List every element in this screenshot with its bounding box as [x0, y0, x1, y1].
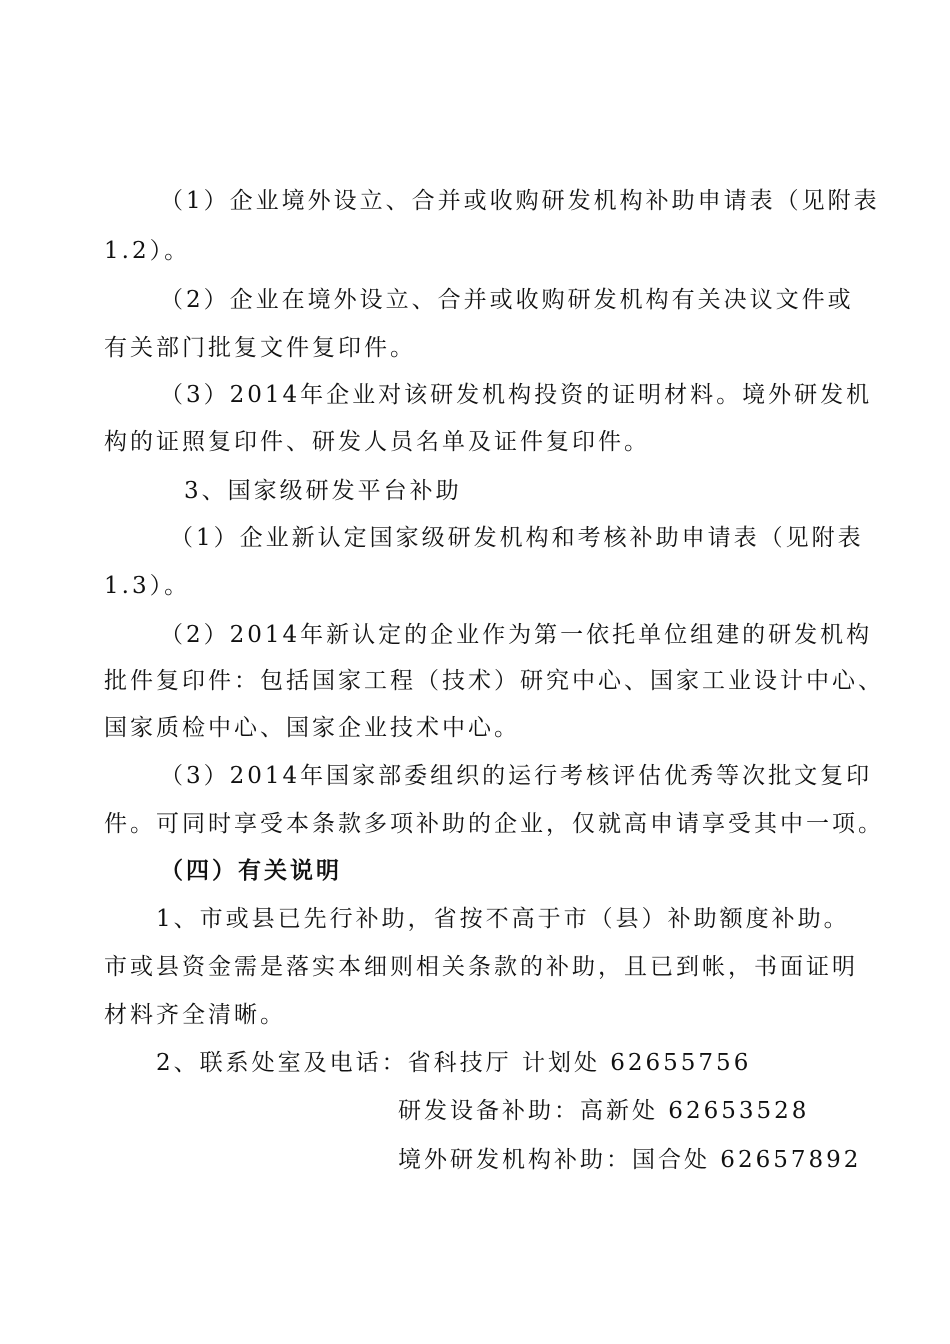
text-line: 材料齐全清晰。 [104, 1002, 286, 1028]
text-line: （2）2014年新认定的企业作为第一依托单位组建的研发机构 [160, 622, 873, 648]
text-line: （3）2014年国家部委组织的运行考核评估优秀等次批文复印 [160, 763, 873, 789]
text-line: 件。可同时享受本条款多项补助的企业，仅就高申请享受其中一项。 [104, 811, 884, 837]
text-line: 有关部门批复文件复印件。 [104, 335, 416, 361]
text-line: （1）企业新认定国家级研发机构和考核补助申请表（见附表 [170, 525, 864, 551]
text-line: （2）企业在境外设立、合并或收购研发机构有关决议文件或 [160, 287, 854, 313]
contact-line: 境外研发机构补助：国合处 62657892 [398, 1147, 862, 1173]
contact-line: 研发设备补助：高新处 62653528 [398, 1098, 810, 1124]
text-line: 1、市或县已先行补助，省按不高于市（县）补助额度补助。 [156, 906, 850, 932]
text-line: 构的证照复印件、研发人员名单及证件复印件。 [104, 429, 650, 455]
text-line: 批件复印件：包括国家工程（技术）研究中心、国家工业设计中心、 [104, 668, 884, 694]
text-line: 1.3）。 [104, 573, 191, 599]
text-line: （1）企业境外设立、合并或收购研发机构补助申请表（见附表 [160, 188, 880, 214]
text-line: （3）2014年企业对该研发机构投资的证明材料。境外研发机 [160, 382, 873, 408]
section-heading: （四）有关说明 [160, 857, 342, 884]
contact-line: 2、联系处室及电话：省科技厅 计划处 62655756 [156, 1050, 752, 1076]
text-line: 市或县资金需是落实本细则相关条款的补助，且已到帐，书面证明 [104, 954, 858, 980]
text-line: 1.2）。 [104, 238, 191, 264]
text-line: 国家质检中心、国家企业技术中心。 [104, 715, 520, 741]
section-heading: 3、国家级研发平台补助 [184, 478, 462, 504]
